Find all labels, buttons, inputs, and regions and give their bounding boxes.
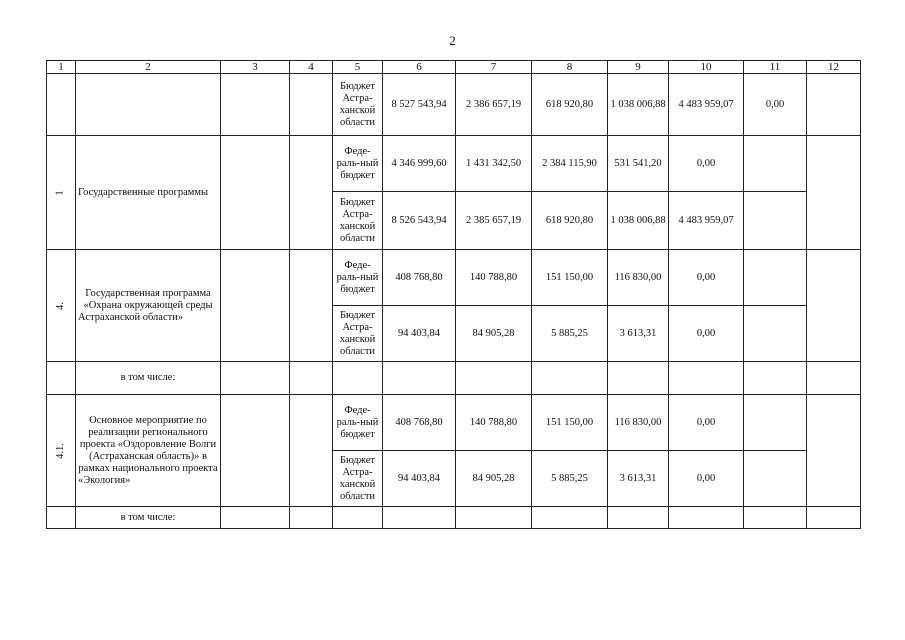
- empty-cell: [221, 74, 290, 136]
- budget-table: [46, 60, 861, 529]
- empty-cell: [221, 136, 290, 250]
- funding-source: Феде-раль-ный бюджет: [333, 136, 383, 192]
- funding-source: Бюджет Астра-ханской области: [333, 192, 383, 250]
- column-number: 2: [76, 61, 221, 74]
- amount-cell: 84 905,28: [456, 451, 532, 507]
- amount-cell: 8 526 543,94: [383, 192, 456, 250]
- empty-cell: [290, 395, 333, 507]
- row-index: 4.: [47, 250, 76, 362]
- empty-cell: [290, 250, 333, 362]
- funding-source: Бюджет Астра-ханской области: [333, 74, 383, 136]
- empty-cell: [807, 250, 861, 362]
- empty-cell: [807, 395, 861, 507]
- amount-cell: 8 527 543,94: [383, 74, 456, 136]
- column-number: 9: [608, 61, 669, 74]
- column-number: 11: [744, 61, 807, 74]
- index-cell: [47, 74, 76, 136]
- amount-cell: 2 385 657,19: [456, 192, 532, 250]
- amount-cell: 0,00: [669, 451, 744, 507]
- amount-cell: 140 788,80: [456, 250, 532, 306]
- funding-source: Бюджет Астра-ханской области: [333, 306, 383, 362]
- amount-cell: 151 150,00: [532, 395, 608, 451]
- empty-cell: [807, 74, 861, 136]
- empty-cell: [608, 507, 669, 529]
- column-number: 5: [333, 61, 383, 74]
- amount-cell: 116 830,00: [608, 395, 669, 451]
- empty-cell: [744, 451, 807, 507]
- empty-cell: [744, 395, 807, 451]
- amount-cell: 4 483 959,07: [669, 192, 744, 250]
- amount-cell: 0,00: [669, 306, 744, 362]
- including-label: в том числе:: [76, 362, 221, 395]
- column-number: 8: [532, 61, 608, 74]
- amount-cell: 116 830,00: [608, 250, 669, 306]
- amount-cell: 0,00: [669, 250, 744, 306]
- amount-cell: 408 768,80: [383, 250, 456, 306]
- funding-source: Феде-раль-ный бюджет: [333, 395, 383, 451]
- table-row: [47, 362, 861, 395]
- empty-cell: [456, 362, 532, 395]
- empty-cell: [290, 507, 333, 529]
- including-label: в том числе:: [76, 507, 221, 529]
- amount-cell: 0,00: [669, 136, 744, 192]
- amount-cell: 94 403,84: [383, 451, 456, 507]
- empty-cell: [532, 362, 608, 395]
- page-number: 2: [449, 33, 456, 48]
- amount-cell: 94 403,84: [383, 306, 456, 362]
- empty-cell: [744, 192, 807, 250]
- table-row: [47, 395, 861, 451]
- empty-cell: [669, 507, 744, 529]
- amount-cell: 140 788,80: [456, 395, 532, 451]
- column-number: 6: [383, 61, 456, 74]
- column-number: 10: [669, 61, 744, 74]
- empty-cell: [221, 507, 290, 529]
- empty-cell: [290, 362, 333, 395]
- column-number: 7: [456, 61, 532, 74]
- row-index: 4.1.: [47, 395, 76, 507]
- empty-cell: [744, 250, 807, 306]
- empty-cell: [744, 362, 807, 395]
- name-cell: [76, 74, 221, 136]
- amount-cell: 3 613,31: [608, 451, 669, 507]
- amount-cell: 84 905,28: [456, 306, 532, 362]
- table-row: [47, 507, 861, 529]
- row-name: Основное мероприятие по реализации регионального проекта «Оздоровление Волги (Астраханская область)» в рамках национального проекта «Экология»: [76, 395, 221, 507]
- empty-cell: [532, 507, 608, 529]
- amount-cell: 1 038 006,88: [608, 192, 669, 250]
- empty-cell: [807, 136, 861, 250]
- amount-cell: 151 150,00: [532, 250, 608, 306]
- empty-cell: [47, 507, 76, 529]
- empty-cell: [221, 250, 290, 362]
- table-row: [47, 74, 861, 136]
- amount-cell: 531 541,20: [608, 136, 669, 192]
- column-number: 4: [290, 61, 333, 74]
- empty-cell: [383, 362, 456, 395]
- row-index: 1: [47, 136, 76, 250]
- empty-cell: [744, 136, 807, 192]
- empty-cell: [744, 507, 807, 529]
- column-number: 1: [47, 61, 76, 74]
- column-number: 12: [807, 61, 861, 74]
- amount-cell: 0,00: [744, 74, 807, 136]
- empty-cell: [221, 362, 290, 395]
- amount-cell: 618 920,80: [532, 74, 608, 136]
- column-number: 3: [221, 61, 290, 74]
- table-row: [47, 136, 861, 192]
- row-name: Государственные программы: [76, 136, 221, 250]
- amount-cell: 5 885,25: [532, 306, 608, 362]
- empty-cell: [608, 362, 669, 395]
- amount-cell: 4 346 999,60: [383, 136, 456, 192]
- amount-cell: 2 386 657,19: [456, 74, 532, 136]
- amount-cell: 408 768,80: [383, 395, 456, 451]
- empty-cell: [669, 362, 744, 395]
- empty-cell: [221, 395, 290, 507]
- empty-cell: [290, 136, 333, 250]
- empty-cell: [333, 362, 383, 395]
- amount-cell: 3 613,31: [608, 306, 669, 362]
- empty-cell: [383, 507, 456, 529]
- amount-cell: 4 483 959,07: [669, 74, 744, 136]
- empty-cell: [333, 507, 383, 529]
- row-name: Государственная программа «Охрана окружающей среды Астраханской области»: [76, 250, 221, 362]
- funding-source: Бюджет Астра-ханской области: [333, 451, 383, 507]
- empty-cell: [807, 507, 861, 529]
- empty-cell: [456, 507, 532, 529]
- empty-cell: [47, 362, 76, 395]
- amount-cell: 5 885,25: [532, 451, 608, 507]
- empty-cell: [744, 306, 807, 362]
- amount-cell: 618 920,80: [532, 192, 608, 250]
- amount-cell: 1 038 006,88: [608, 74, 669, 136]
- amount-cell: 0,00: [669, 395, 744, 451]
- empty-cell: [290, 74, 333, 136]
- amount-cell: 2 384 115,90: [532, 136, 608, 192]
- column-number-row: [47, 61, 861, 74]
- funding-source: Феде-раль-ный бюджет: [333, 250, 383, 306]
- empty-cell: [807, 362, 861, 395]
- amount-cell: 1 431 342,50: [456, 136, 532, 192]
- table-row: [47, 250, 861, 306]
